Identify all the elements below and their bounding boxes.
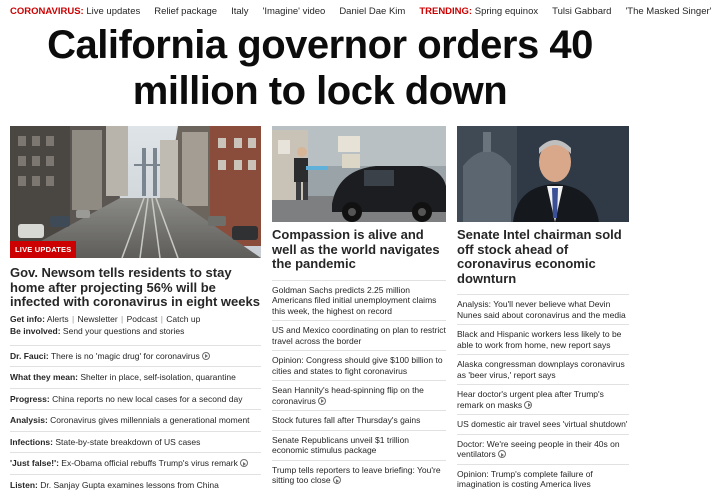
item-label: Progress:	[10, 394, 50, 404]
item-text: Alaska congressman downplays coronavirus as 'beer virus,' report says	[457, 359, 625, 380]
list-item[interactable]	[272, 380, 446, 410]
list-item[interactable]	[457, 414, 629, 434]
list-item[interactable]	[457, 464, 629, 494]
lead-story-compassion[interactable]: Compassion is alive and well as the world navigates the pandemic	[272, 228, 446, 272]
list-item[interactable]	[457, 434, 629, 464]
list-item[interactable]	[272, 430, 446, 460]
lead-story-newsom[interactable]: Gov. Newsom tells residents to stay home after projecting 56% will be infected with coronavirus in eight weeks	[10, 266, 261, 310]
link-podcast[interactable]: Podcast	[127, 314, 158, 324]
link-newsletter[interactable]: Newsletter	[78, 314, 118, 324]
item-label: What they mean:	[10, 372, 78, 382]
list-item[interactable]	[10, 409, 261, 431]
be-involved-label: Be involved:	[10, 326, 61, 336]
headline-line-1[interactable]: California governor orders 40	[0, 22, 640, 68]
item-text: Doctor: We're seeing people in their 40s on ventilators	[457, 439, 620, 460]
item-text: Ex-Obama official rebuffs Trump's virus remark	[61, 458, 238, 468]
trending-link-live-updates[interactable]: Live updates	[86, 6, 140, 17]
list-item[interactable]	[457, 384, 629, 414]
get-info-label: Get info:	[10, 314, 45, 324]
column-right	[457, 126, 629, 494]
video-play-icon	[240, 459, 248, 467]
be-involved-row	[10, 326, 261, 337]
item-text: Coronavirus gives millennials a generational moment	[50, 415, 249, 425]
item-text: Opinion: Congress should give $100 billion to cities and states to fight coronavirus	[272, 355, 443, 376]
col2-story-list	[272, 280, 446, 490]
headline-line-2[interactable]: million to lock down	[0, 68, 640, 114]
video-play-icon	[318, 397, 326, 405]
list-item[interactable]	[457, 324, 629, 354]
item-label: Dr. Fauci:	[10, 351, 49, 361]
senator-burr-photo[interactable]	[457, 126, 629, 222]
video-play-icon	[333, 476, 341, 484]
item-text: Sean Hannity's head-spinning flip on the coronavirus	[272, 385, 424, 406]
lead-story-senate-intel[interactable]: Senate Intel chairman sold off stock ahead of coronavirus economic downturn	[457, 228, 629, 286]
link-send-questions[interactable]: Send your questions and stories	[63, 326, 184, 336]
item-text: Senate Republicans unveil $1 trillion economic stimulus package	[272, 435, 409, 456]
video-play-icon	[498, 450, 506, 458]
item-text: Hear doctor's urgent plea after Trump's remark on masks	[457, 389, 604, 410]
list-item[interactable]	[10, 345, 261, 367]
san-francisco-street-photo[interactable]	[10, 126, 261, 258]
list-item[interactable]	[10, 431, 261, 453]
list-item[interactable]	[272, 350, 446, 380]
trending-label-trending: TRENDING:	[419, 6, 472, 17]
main-headline[interactable]	[0, 22, 640, 114]
trending-link-relief-package[interactable]: Relief package	[154, 6, 217, 17]
list-item[interactable]	[272, 460, 446, 490]
trending-bar	[0, 0, 640, 22]
trending-link-italy[interactable]: Italy	[231, 6, 248, 17]
item-text: US and Mexico coordinating on plan to restrict travel across the border	[272, 325, 446, 346]
live-updates-badge[interactable]: LIVE UPDATES	[10, 241, 76, 258]
list-item[interactable]	[10, 366, 261, 388]
video-play-icon	[202, 352, 210, 360]
item-text: Shelter in place, self-isolation, quarantine	[80, 372, 235, 382]
get-info-row: Get info: Alerts | Newsletter | Podcast | Catch up	[10, 314, 261, 325]
list-item[interactable]	[10, 474, 261, 495]
trending-link-daniel-dae-kim[interactable]: Daniel Dae Kim	[339, 6, 405, 17]
link-alerts[interactable]: Alerts	[47, 314, 69, 324]
item-label: 'Just false!':	[10, 458, 59, 468]
compassion-photo[interactable]	[272, 126, 446, 222]
column-middle	[272, 126, 446, 490]
link-catch-up[interactable]: Catch up	[166, 314, 200, 324]
item-label: Listen:	[10, 480, 38, 490]
item-text: Analysis: You'll never believe what Devin Nunes said about coronavirus and the media	[457, 299, 626, 320]
trending-link-spring-equinox[interactable]: Spring equinox	[475, 6, 538, 17]
trending-link-tulsi-gabbard[interactable]: Tulsi Gabbard	[552, 6, 611, 17]
col3-story-list	[457, 294, 629, 494]
trending-label-coronavirus: CORONAVIRUS:	[10, 6, 84, 17]
item-text: Dr. Sanjay Gupta examines lessons from China	[40, 480, 219, 490]
item-text: US domestic air travel sees 'virtual shutdown'	[457, 419, 627, 429]
list-item[interactable]	[457, 294, 629, 324]
item-text: Goldman Sachs predicts 2.25 million Americans filed initial unemployment claims this week, the highest on record	[272, 285, 436, 316]
item-text: China reports no new local cases for a second day	[52, 394, 242, 404]
trending-link-masked-singer[interactable]: 'The Masked Singer'	[625, 6, 711, 17]
item-text: State-by-state breakdown of US cases	[55, 437, 200, 447]
list-item[interactable]	[457, 354, 629, 384]
item-label: Analysis:	[10, 415, 48, 425]
item-text: Opinion: Trump's complete failure of imagination is costing America lives	[457, 469, 593, 490]
item-text: Black and Hispanic workers less likely to be able to work from home, new report says	[457, 329, 621, 350]
list-item[interactable]	[272, 280, 446, 321]
list-item[interactable]	[272, 320, 446, 350]
video-play-icon	[524, 401, 532, 409]
list-item[interactable]	[10, 452, 261, 474]
item-label: Infections:	[10, 437, 53, 447]
list-item[interactable]	[272, 410, 446, 430]
trending-link-imagine-video[interactable]: 'Imagine' video	[263, 6, 326, 17]
item-text: Stock futures fall after Thursday's gains	[272, 415, 420, 425]
column-left	[10, 126, 261, 495]
item-text: There is no 'magic drug' for coronavirus	[51, 351, 200, 361]
list-item[interactable]	[10, 388, 261, 410]
col1-story-list	[10, 345, 261, 495]
item-text: Trump tells reporters to leave briefing: You're sitting too close	[272, 465, 441, 486]
